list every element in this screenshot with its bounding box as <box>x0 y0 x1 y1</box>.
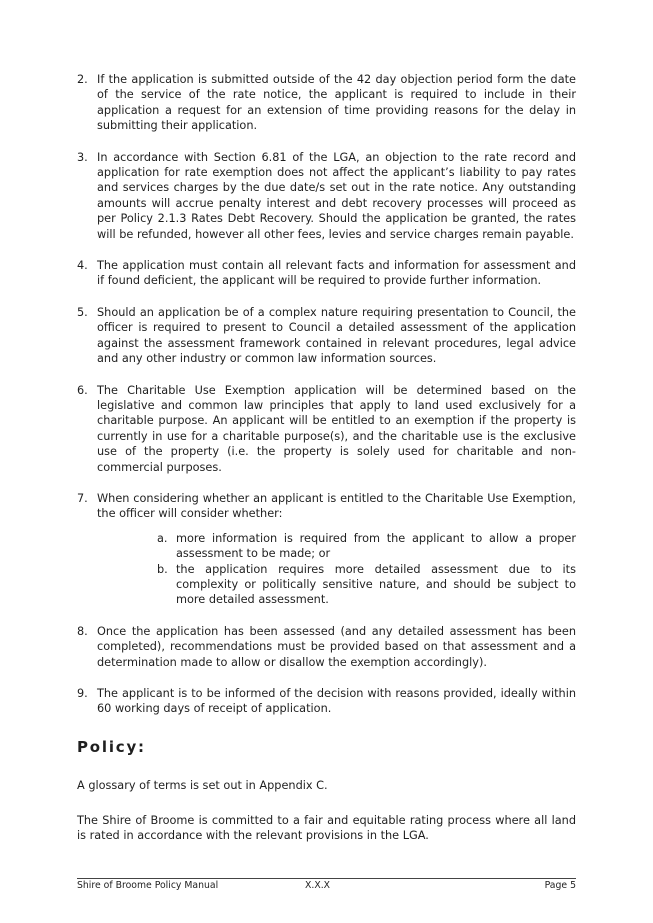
policy-heading: Policy: <box>77 738 146 756</box>
list-item-text: The Charitable Use Exemption application will be determined based on the legislative and common law principles that apply to land used exclusively for a charitable purpose. An applicant will be entitled to an exemption if the property is currently in use for a charitable purpose(s), and the charitable use is the exclusive use of the property (i.e. the property is solely used for charitable and non-commercial purposes. <box>97 383 576 474</box>
list-item <box>77 686 576 717</box>
sub-list <box>97 531 576 608</box>
policy-paragraph-commitment: The Shire of Broome is committed to a fair and equitable rating process where all land is rated in accordance with the relevant provisions in the LGA. <box>77 814 576 843</box>
list-item <box>77 258 576 289</box>
list-item-text: The application must contain all relevant facts and information for assessment and if found deficient, the applicant will be required to provide further information. <box>97 259 576 288</box>
footer-divider <box>77 878 576 879</box>
list-item <box>77 624 576 670</box>
footer-page-number: Page 5 <box>544 880 576 891</box>
list-item-text: Once the application has been assessed (and any detailed assessment has been completed), recommendations must be provided based on that assessment and a determination made to allow or disallow the exemption accordingly). <box>97 624 576 669</box>
footer-policy-number: X.X.X <box>305 880 331 891</box>
list-item-number: 4. <box>77 259 88 273</box>
list-item-number: 2. <box>77 73 88 86</box>
sub-list-item <box>157 531 576 562</box>
list-item-text: Should an application be of a complex nature requiring presentation to Council, the officer is required to present to Council a detailed assessment of the application against the assessment framework contained in relevant procedures, legal advice and any other industry or common law information sources. <box>97 305 576 366</box>
footer-manual-title: Shire of Broome Policy Manual <box>77 880 219 891</box>
list-item <box>77 491 576 608</box>
list-item-number: 3. <box>77 150 88 164</box>
list-item <box>77 383 576 475</box>
sub-list-item-letter: b. <box>157 562 168 576</box>
list-item-number: 5. <box>77 305 88 319</box>
sub-list-item-text: more information is required from the applicant to allow a proper assessment to be made; or <box>176 531 576 561</box>
numbered-list <box>77 72 576 733</box>
list-item-number: 9. <box>77 687 88 700</box>
policy-paragraph-glossary: A glossary of terms is set out in Appendix C. <box>77 779 328 792</box>
list-item-text: In accordance with Section 6.81 of the LGA, an objection to the rate record and application for rate exemption does not affect the applicant’s liability to pay rates and services charges by the due date/s set out in the rate notice. Any outstanding amounts will accrue penalty interest and debt recovery processes will proceed as per Policy 2.1.3 Rates Debt Recovery. Should the application be granted, the rates will be refunded, however all other fees, levies and service charges remain payable. <box>97 150 576 241</box>
list-item-number: 6. <box>77 383 88 397</box>
list-item-number: 7. <box>77 491 88 505</box>
sub-list-item-letter: a. <box>157 531 168 545</box>
sub-list-item-text: the application requires more detailed assessment due to its complexity or politically sensitive nature, and should be subject to more detailed assessment. <box>176 562 576 607</box>
list-item-text: If the application is submitted outside of the 42 day objection period form the date of the service of the rate notice, the applicant is required to include in their application a request for an extension of time providing reasons for the delay in submitting their application. <box>97 73 576 133</box>
list-item-text: The applicant is to be informed of the decision with reasons provided, ideally within 60 working days of receipt of application. <box>97 687 576 716</box>
list-item <box>77 150 576 242</box>
sub-list-item <box>157 562 576 608</box>
list-item <box>77 72 576 134</box>
list-item <box>77 305 576 367</box>
list-item-text: When considering whether an applicant is entitled to the Charitable Use Exemption, the officer will consider whether: <box>97 491 576 521</box>
list-item-number: 8. <box>77 624 88 638</box>
